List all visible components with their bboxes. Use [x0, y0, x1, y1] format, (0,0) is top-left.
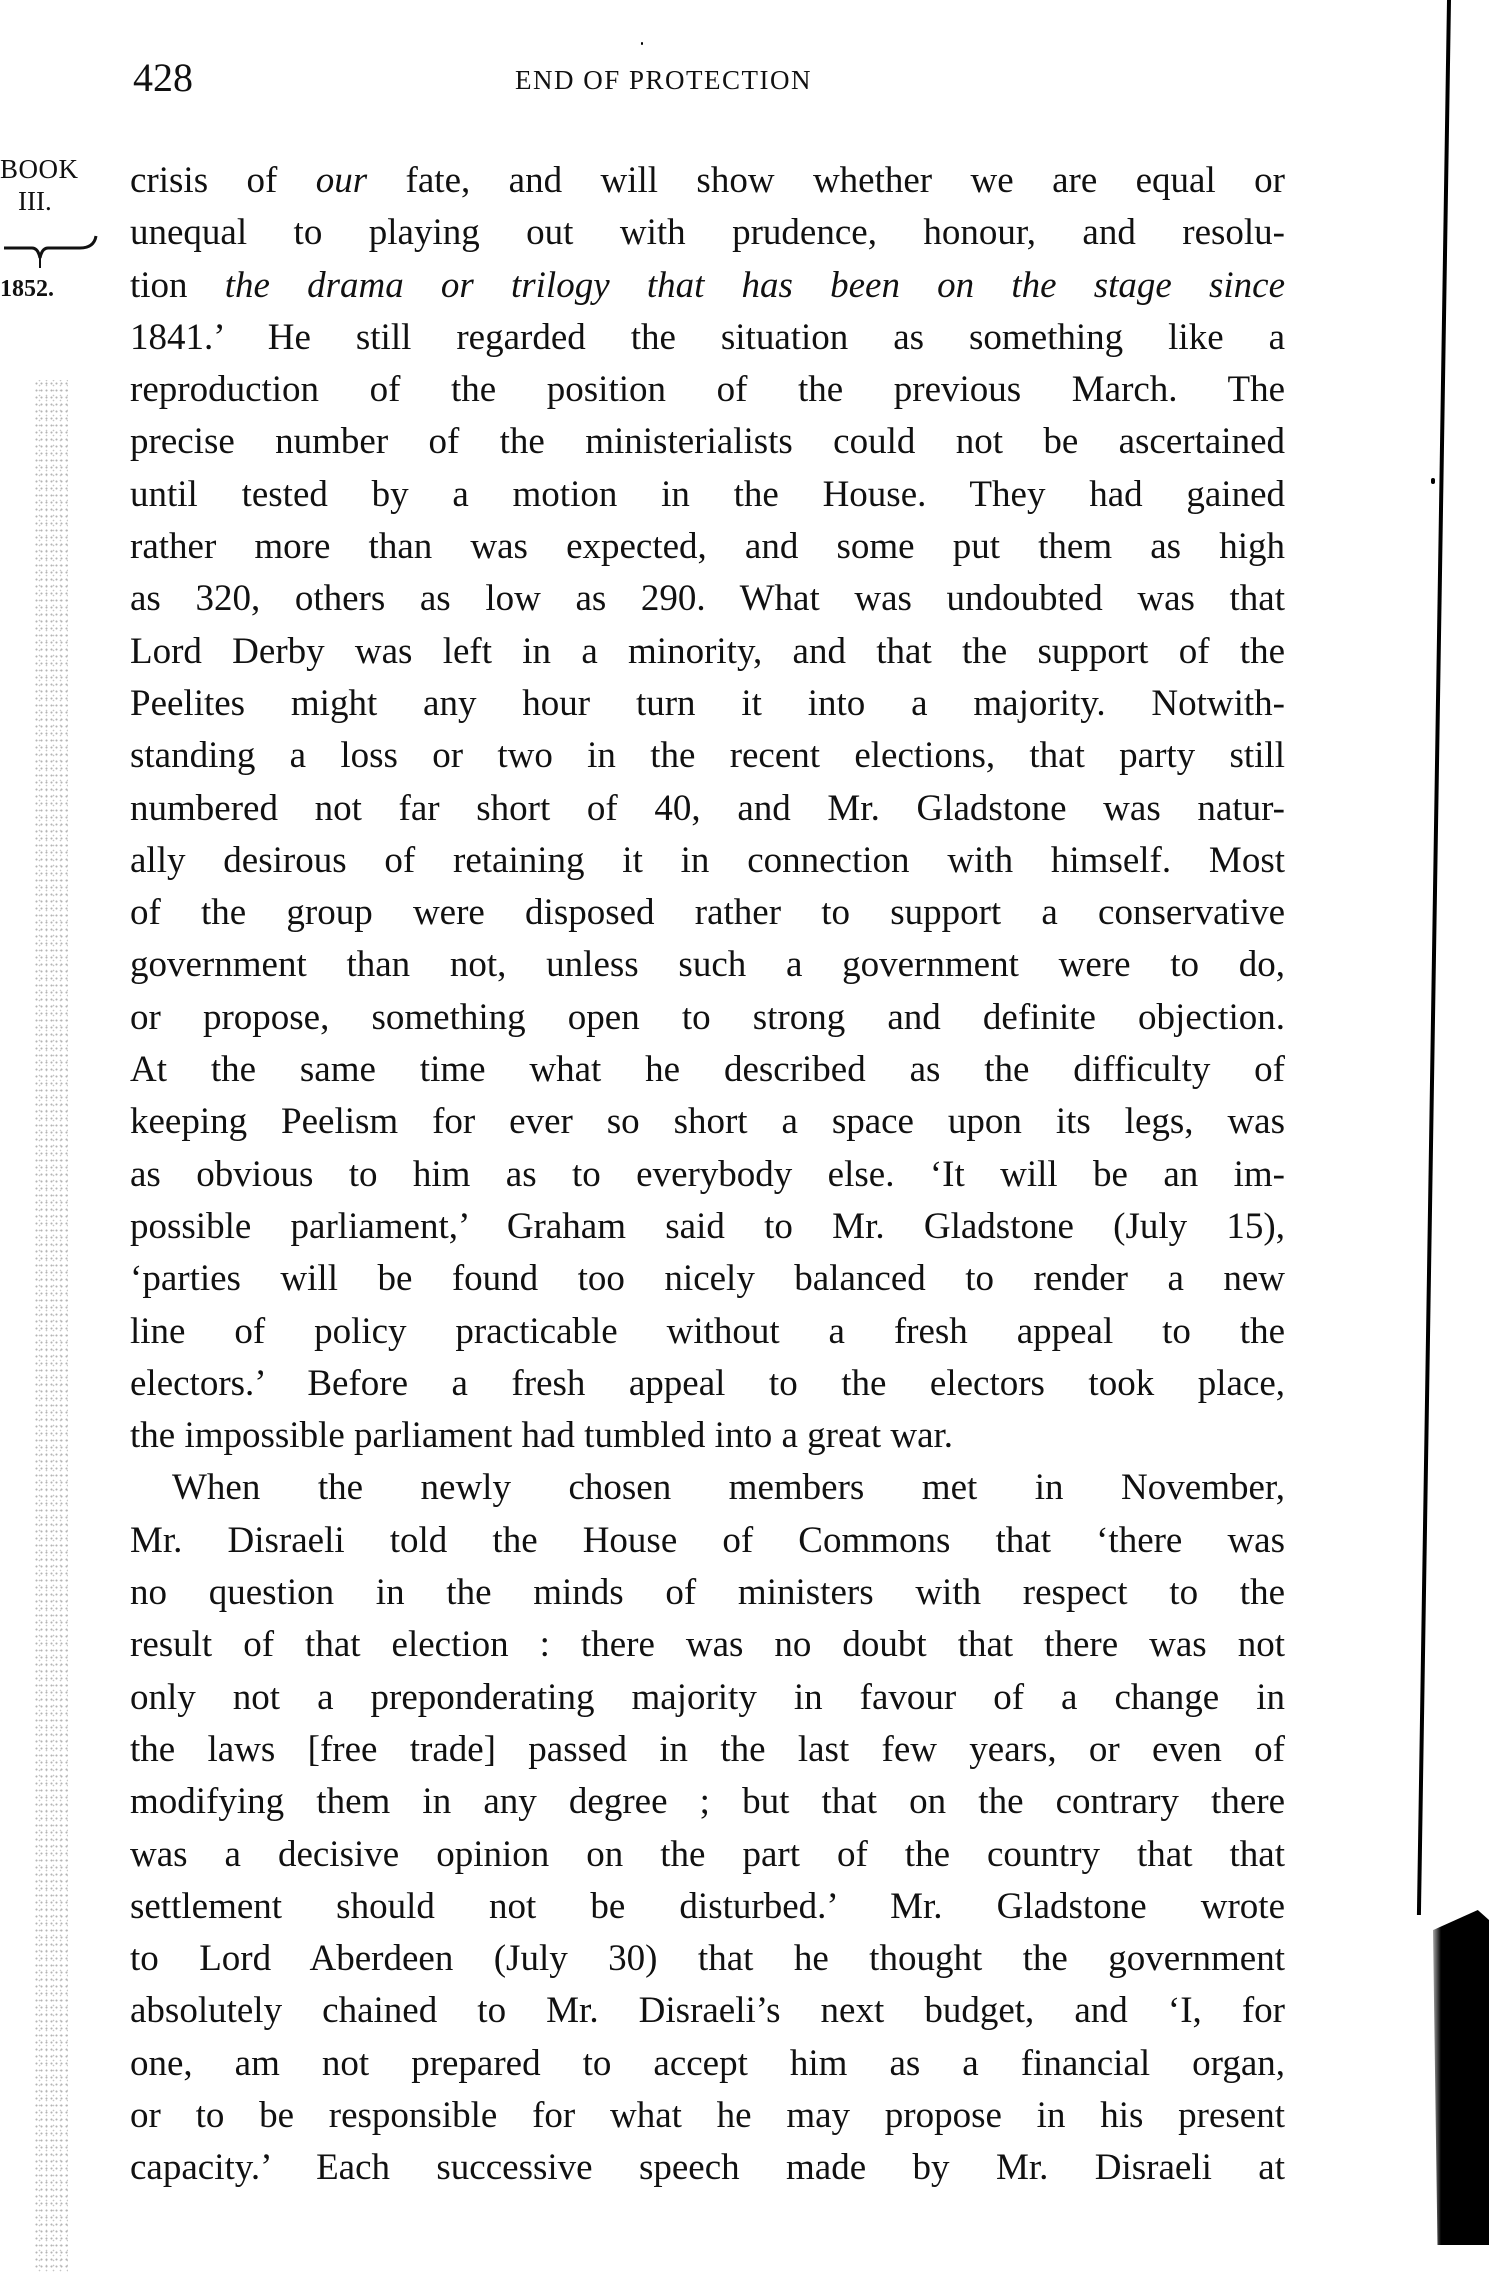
text-line	[130, 521, 1285, 573]
text-line	[130, 2090, 1285, 2142]
text-segment: absolutely chained to Mr. Disraeli’s next budget, and ‘I, for	[130, 1990, 1285, 2032]
text-segment: Lord Derby was left in a minority, and that the support of the	[130, 630, 1285, 672]
text-segment: reproduction of the position of the previous March. The	[130, 369, 1285, 411]
text-line	[130, 207, 1285, 259]
text-line	[130, 573, 1285, 625]
text-line	[130, 155, 1285, 207]
text-line	[130, 1201, 1285, 1253]
text-line	[130, 1567, 1285, 1619]
text-line	[130, 364, 1285, 416]
text-line	[130, 1149, 1285, 1201]
text-line	[130, 1724, 1285, 1776]
text-segment: keeping Peelism for ever so short a space upon its legs, was	[130, 1101, 1285, 1143]
text-segment: Peelites might any hour turn it into a majority. Notwith-	[130, 682, 1285, 724]
text-segment: unequal to playing out with prudence, honour, and resolu-	[130, 212, 1285, 254]
text-line	[130, 730, 1285, 782]
text-segment: or propose, something open to strong and definite objection.	[130, 996, 1285, 1038]
text-segment: crisis of	[130, 160, 316, 201]
text-line	[130, 1253, 1285, 1305]
text-segment: result of that election : there was no doubt that there was not	[130, 1624, 1285, 1666]
margin-book-number: III.	[18, 186, 52, 216]
page-number: 428	[133, 55, 193, 100]
text-segment: one, am not prepared to accept him as a financial organ,	[130, 2042, 1285, 2084]
text-segment: electors.’ Before a fresh appeal to the electors took place,	[130, 1362, 1285, 1404]
binding-shadow	[1433, 1910, 1489, 2245]
text-segment: tion	[130, 264, 225, 306]
text-segment: of the group were disposed rather to support a conservative	[130, 892, 1285, 934]
text-line	[130, 992, 1285, 1044]
text-line	[130, 469, 1285, 521]
text-segment: standing a loss or two in the recent elections, that party still	[130, 735, 1285, 777]
text-segment: 1841.’ He still regarded the situation as something like a	[130, 316, 1285, 358]
scan-dust-mark	[1431, 478, 1435, 484]
text-line	[130, 678, 1285, 730]
text-line	[130, 1881, 1285, 1933]
text-segment: only not a preponderating majority in favour of a change in	[130, 1676, 1285, 1718]
text-line	[130, 1358, 1285, 1410]
text-line	[130, 939, 1285, 991]
text-line	[130, 1462, 1285, 1514]
text-line	[130, 1306, 1285, 1358]
text-segment: as obvious to him as to everybody else. ‘It will be an im-	[130, 1153, 1285, 1195]
text-line	[130, 783, 1285, 835]
text-line	[130, 1776, 1285, 1828]
text-segment: was a decisive opinion on the part of the country that that	[130, 1833, 1285, 1875]
text-segment: government than not, unless such a government were to do,	[130, 944, 1285, 986]
text-line	[130, 2142, 1285, 2194]
text-segment: Mr. Disraeli told the House of Commons that ‘there was	[130, 1519, 1285, 1561]
text-line	[130, 1619, 1285, 1671]
text-segment: rather more than was expected, and some put them as high	[130, 526, 1285, 568]
text-segment: or to be responsible for what he may propose in his present	[130, 2094, 1285, 2136]
text-line	[130, 1985, 1285, 2037]
running-head	[130, 56, 1285, 100]
text-line	[130, 887, 1285, 939]
text-segment: ‘parties will be found too nicely balanced to render a new	[130, 1258, 1285, 1300]
text-line	[130, 2038, 1285, 2090]
scan-speckle-margin	[34, 380, 68, 2272]
text-line	[130, 1672, 1285, 1724]
text-segment: fate, and will show whether we are equal or	[367, 160, 1285, 201]
text-segment: modifying them in any degree ; but that on the contrary there	[130, 1781, 1285, 1823]
text-line	[130, 416, 1285, 468]
margin-year: 1852.	[0, 276, 54, 302]
running-title: END OF PROTECTION	[515, 65, 813, 95]
text-line	[130, 1410, 1285, 1462]
italic-text: the drama or trilogy that has been on the stage since	[224, 264, 1285, 306]
text-line	[130, 1515, 1285, 1567]
text-line	[130, 1096, 1285, 1148]
text-segment: ally desirous of retaining it in connection with himself. Most	[130, 839, 1285, 881]
text-line	[130, 260, 1285, 312]
text-segment: until tested by a motion in the House. They had gained	[130, 473, 1285, 515]
text-segment: settlement should not be disturbed.’ Mr. Gladstone wrote	[130, 1885, 1285, 1927]
body-text	[130, 155, 1285, 2195]
brace-icon	[2, 234, 100, 274]
text-line	[130, 1829, 1285, 1881]
text-segment: precise number of the ministerialists could not be ascertained	[130, 421, 1285, 463]
text-segment: capacity.’ Each successive speech made by Mr. Disraeli at	[130, 2147, 1285, 2189]
margin-book-label: BOOK	[0, 154, 79, 184]
text-segment: At the same time what he described as the difficulty of	[130, 1049, 1285, 1091]
text-segment: line of policy practicable without a fresh appeal to the	[130, 1310, 1285, 1352]
scan-dust-mark	[641, 42, 643, 45]
text-segment: possible parliament,’ Graham said to Mr. Gladstone (July 15),	[130, 1205, 1285, 1247]
text-line	[130, 1044, 1285, 1096]
text-segment: the impossible parliament had tumbled into a great war.	[130, 1415, 954, 1457]
text-line	[130, 312, 1285, 364]
text-segment: no question in the minds of ministers with respect to the	[130, 1572, 1285, 1614]
text-segment: the laws [free trade] passed in the last few years, or even of	[130, 1728, 1285, 1770]
text-segment: as 320, others as low as 290. What was undoubted was that	[130, 578, 1285, 620]
text-segment: numbered not far short of 40, and Mr. Gladstone was natur-	[130, 787, 1285, 829]
text-line	[130, 835, 1285, 887]
text-line	[130, 1933, 1285, 1985]
text-segment: to Lord Aberdeen (July 30) that he thought the government	[130, 1938, 1285, 1980]
text-line	[130, 626, 1285, 678]
italic-text: our	[315, 160, 368, 201]
text-segment: When the newly chosen members met in November,	[172, 1467, 1285, 1509]
gutter-edge-line	[1417, 0, 1451, 1915]
